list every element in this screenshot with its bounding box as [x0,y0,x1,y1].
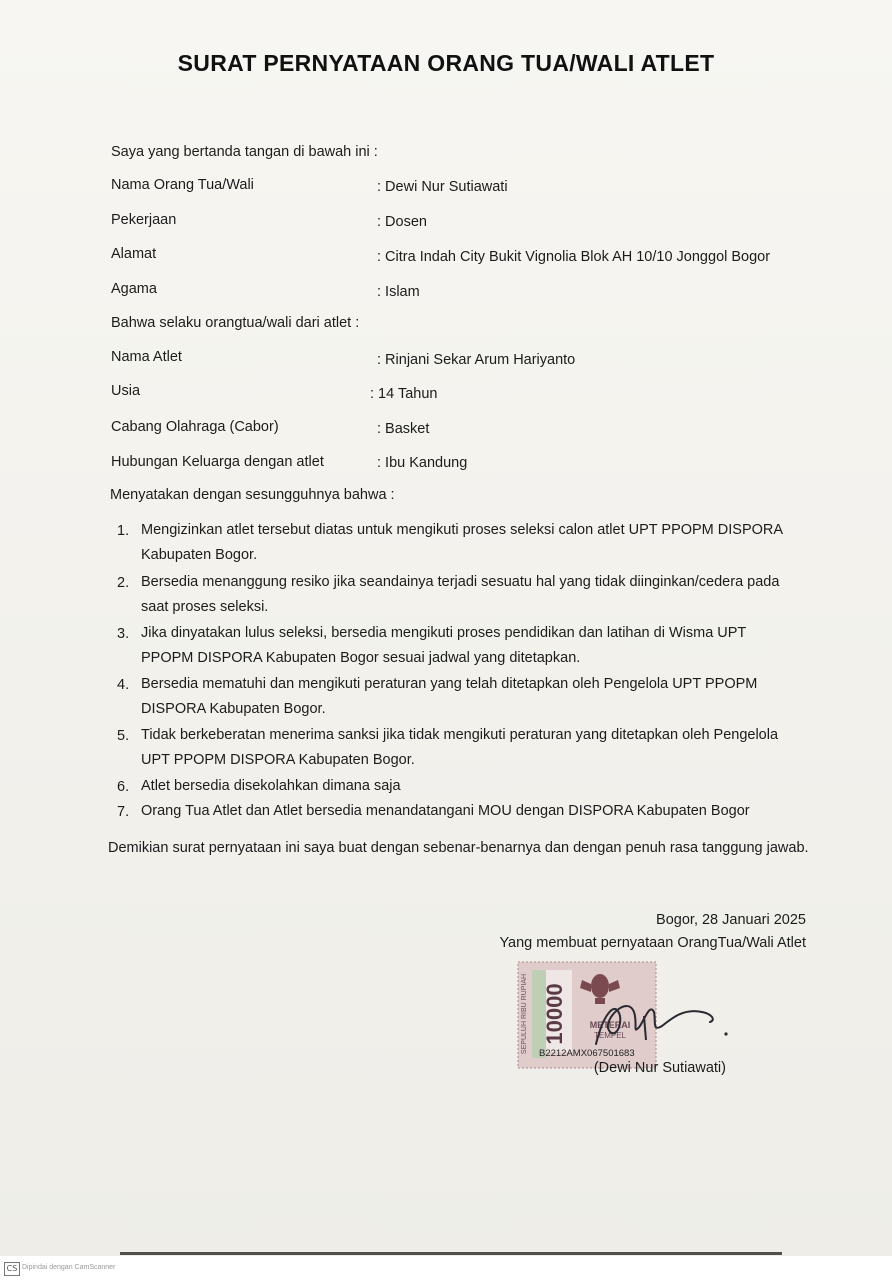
list-item-number: 3. [117,626,130,642]
signer-name: (Dewi Nur Sutiawati) [593,1060,726,1076]
field-value-sport: : Basket [377,421,430,437]
field-label-sport: Cabang Olahraga (Cabor) [111,419,279,435]
field-label-parent-name: Nama Orang Tua/Wali [111,177,254,193]
scanner-footer-text: Dipindai dengan CamScanner [22,1264,116,1271]
field-label-age: Usia [111,383,141,399]
closing-paragraph: Demikian surat pernyataan ini saya buat dengan sebenar-benarnya dan dengan penuh rasa tanggung jawab. [108,840,809,856]
svg-text:SEPULUH RIBU RUPIAH: SEPULUH RIBU RUPIAH [521,973,528,1055]
revenue-stamp-and-signature [512,956,752,1074]
list-item-number: 4. [117,677,130,693]
athlete-intro-text: Bahwa selaku orangtua/wali dari atlet : [111,315,360,331]
list-item-number: 7. [117,804,130,820]
list-item-number: 1. [117,523,130,539]
statement-intro-text: Menyatakan dengan sesungguhnya bahwa : [110,487,395,503]
list-item-number: 2. [117,575,130,591]
list-item-text: Orang Tua Atlet dan Atlet bersedia menandatangani MOU dengan DISPORA Kabupaten Bogor [141,803,750,819]
svg-text:METERAI: METERAI [589,1020,631,1030]
field-label-address: Alamat [111,246,157,262]
list-item-text: Atlet bersedia disekolahkan dimana saja [141,778,401,794]
list-item-text: Tidak berkeberatan menerima sanksi jika tidak mengikuti peraturan yang ditetapkan oleh Pengelola UPT PPOPM DISPORA Kabupaten Bogor. [141,727,779,768]
field-value-religion: : Islam [377,284,420,300]
place-date: Bogor, 28 Januari 2025 [656,912,806,928]
page-edge-shadow [120,1252,782,1255]
field-label-relationship: Hubungan Keluarga dengan atlet [111,454,324,470]
field-value-athlete-name: : Rinjani Sekar Arum Hariyanto [377,352,576,368]
svg-text:TEMPEL: TEMPEL [593,1031,627,1040]
svg-text:10000: 10000 [542,983,567,1045]
field-value-age: : 14 Tahun [370,386,438,402]
list-item-number: 6. [117,779,130,795]
camscanner-logo-icon: CS [4,1262,20,1276]
field-value-parent-name: : Dewi Nur Sutiawati [377,179,508,195]
list-item-text: Bersedia mematuhi dan mengikuti peraturan yang telah ditetapkan oleh Pengelola UPT PPOPM DISPORA Kabupaten Bogor. [141,676,758,717]
intro-text: Saya yang bertanda tangan di bawah ini : [111,144,378,160]
field-label-athlete-name: Nama Atlet [111,349,182,365]
field-value-occupation: : Dosen [377,214,427,230]
scanner-footer [0,1256,892,1280]
svg-text:B2212AMX067501683: B2212AMX067501683 [539,1048,635,1059]
field-label-occupation: Pekerjaan [111,212,177,228]
field-value-relationship: : Ibu Kandung [377,455,468,471]
signer-role: Yang membuat pernyataan OrangTua/Wali Atlet [499,935,806,951]
field-label-religion: Agama [111,281,157,297]
list-item-text: Bersedia menanggung resiko jika seandainya terjadi sesuatu hal yang tidak diinginkan/cedera pada saat proses seleksi. [141,574,780,615]
field-value-address: : Citra Indah City Bukit Vignolia Blok AH 10/10 Jonggol Bogor [377,249,771,265]
list-item-number: 5. [117,728,130,744]
list-item-text: Jika dinyatakan lulus seleksi, bersedia mengikuti proses pendidikan dan latihan di Wisma UPT PPOPM DISPORA Kabupaten Bogor sesuai jadwal yang ditetapkan. [141,625,747,666]
document-title: SURAT PERNYATAAN ORANG TUA/WALI ATLET [177,50,715,76]
list-item-text: Mengizinkan atlet tersebut diatas untuk mengikuti proses seleksi calon atlet UPT PPOPM DISPORA Kabupaten Bogor. [141,522,783,563]
